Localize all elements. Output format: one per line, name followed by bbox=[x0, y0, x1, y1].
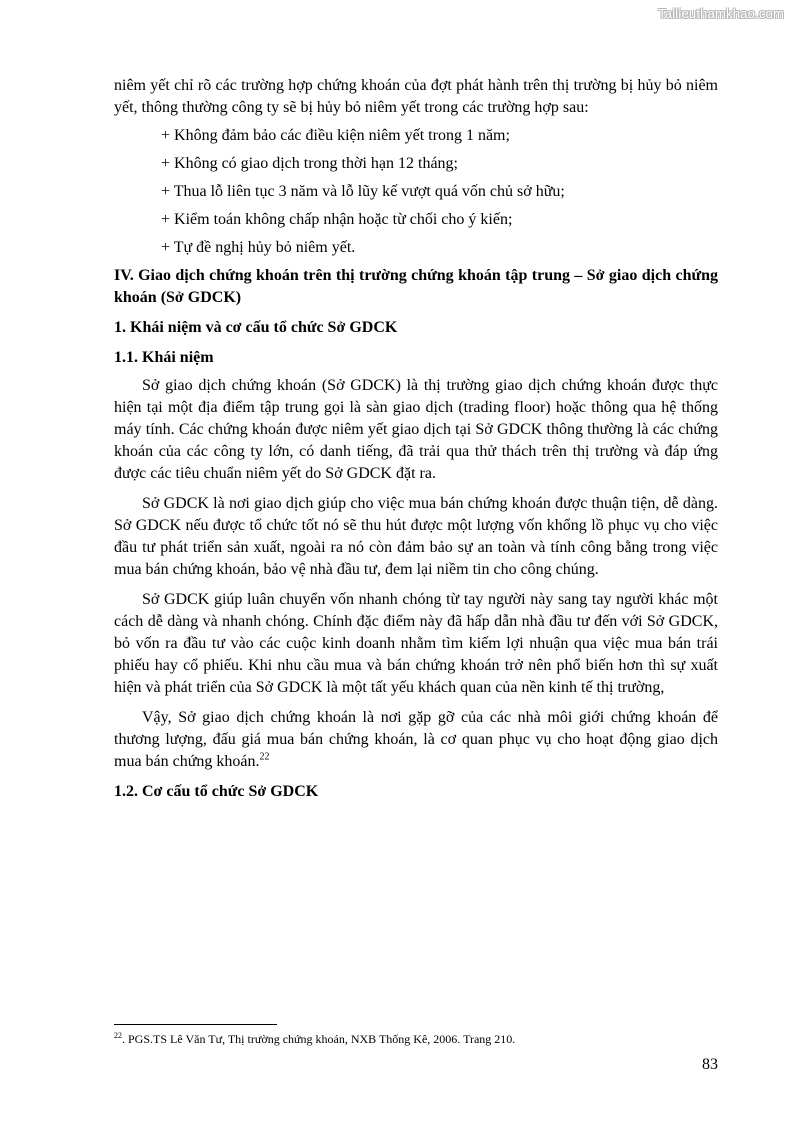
intro-paragraph: niêm yết chỉ rõ các trường hợp chứng khoán của đợt phát hành trên thị trường bị hủy bỏ niêm yết, thông thường công ty sẽ bị hủy bỏ niêm yết trong các trường hợp sau: bbox=[114, 77, 718, 116]
page-number: 83 bbox=[702, 1056, 718, 1073]
watermark-text: Tailieuthamkhao.com bbox=[658, 6, 784, 21]
list-item: + Không đảm bảo các điều kiện niêm yết trong 1 năm; bbox=[161, 127, 510, 144]
section-heading-1-1: 1.1. Khái niệm bbox=[114, 349, 214, 366]
conclusion-paragraph bbox=[114, 707, 718, 773]
section-heading-1-2: 1.2. Cơ cấu tổ chức Sở GDCK bbox=[114, 783, 319, 800]
list-item: + Kiểm toán không chấp nhận hoặc từ chối cho ý kiến; bbox=[161, 211, 513, 228]
footnote-marker: 22 bbox=[114, 1031, 122, 1040]
body-paragraph: Sở GDCK là nơi giao dịch giúp cho việc mua bán chứng khoán được thuận tiện, dễ dàng. Sở GDCK nếu được tổ chức tốt nó sẽ thu hút được một lượng vốn khổng lồ phục vụ cho việc đầu tư phát triển sản xuất, ngoài ra nó còn đảm bảo sự an toàn và tính công bằng trong việc mua bán chứng khoán, bảo vệ nhà đầu tư, đem lại niềm tin cho công chúng. bbox=[114, 495, 718, 578]
section-heading-iv: IV. Giao dịch chứng khoán trên thị trường chứng khoán tập trung – Sở giao dịch chứng khoán (Sở GDCK) bbox=[114, 267, 718, 306]
section-heading-1: 1. Khái niệm và cơ cấu tổ chức Sở GDCK bbox=[114, 319, 398, 336]
body-paragraph: Sở GDCK giúp luân chuyển vốn nhanh chóng từ tay người này sang tay người khác một cách dễ dàng và nhanh chóng. Chính đặc điểm này đã hấp dẫn nhà đầu tư đến với Sở GDCK, bỏ vốn ra đầu tư vào các cuộc kinh doanh nhằm tìm kiếm lợi nhuận qua việc mua bán trái phiếu hay cổ phiếu. Khi nhu cầu mua và bán chứng khoán trở nên phổ biến hơn thì sự xuất hiện và phát triển của Sở GDCK là một tất yếu khách quan của nền kinh tế thị trường, bbox=[114, 591, 718, 696]
list-item: + Thua lỗ liên tục 3 năm và lỗ lũy kế vượt quá vốn chủ sở hữu; bbox=[161, 183, 565, 200]
footnote-text: . PGS.TS Lê Văn Tư, Thị trường chứng khoán, NXB Thống Kê, 2006. Trang 210. bbox=[122, 1032, 516, 1046]
conclusion-text: Vậy, Sở giao dịch chứng khoán là nơi gặp gỡ của các nhà môi giới chứng khoán để thương lượng, đấu giá mua bán chứng khoán, là cơ quan phục vụ cho hoạt động giao dịch mua bán chứng khoán. bbox=[114, 709, 718, 770]
list-item: + Tự đề nghị hủy bỏ niêm yết. bbox=[161, 239, 356, 256]
delisting-conditions-list bbox=[114, 125, 718, 259]
footnote bbox=[114, 1031, 718, 1047]
page-content bbox=[114, 75, 718, 803]
list-item: + Không có giao dịch trong thời hạn 12 tháng; bbox=[161, 155, 458, 172]
body-paragraph: Sở giao dịch chứng khoán (Sở GDCK) là thị trường giao dịch chứng khoán được thực hiện tại một địa điểm tập trung gọi là sàn giao dịch (trading floor) hoặc thông qua hệ thống máy tính. Các chứng khoán được niêm yết giao dịch tại Sở GDCK thông thường là các chứng khoán của các công ty lớn, có danh tiếng, đã trải qua thử thách trên thị trường và đáp ứng được các tiêu chuẩn niêm yết do Sở GDCK đặt ra. bbox=[114, 377, 718, 482]
footnote-reference: 22 bbox=[259, 751, 270, 763]
footnote-divider bbox=[114, 1024, 277, 1025]
